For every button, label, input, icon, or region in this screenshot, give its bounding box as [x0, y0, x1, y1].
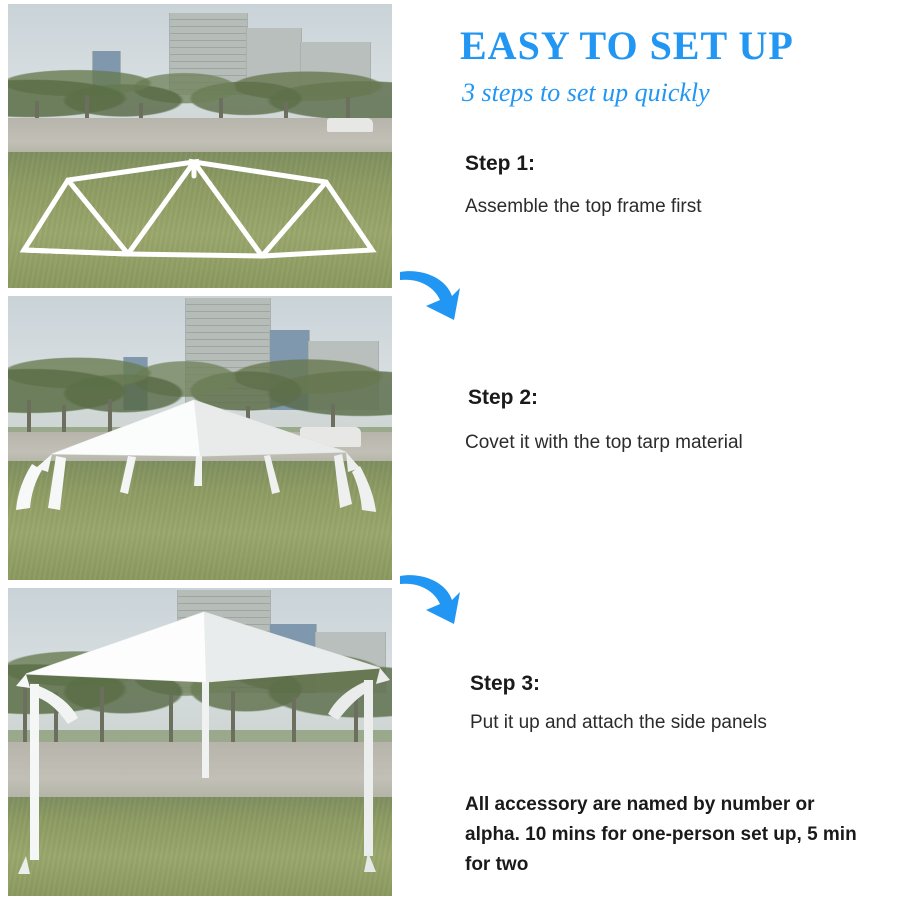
park-scene-1: [8, 4, 392, 288]
step-3-body: Put it up and attach the side panels: [470, 712, 767, 733]
text-column: [400, 0, 900, 900]
canopy-frame-illustration: [8, 4, 392, 288]
step-1-title: Step 1:: [465, 152, 536, 175]
photo-step-3: [8, 588, 392, 896]
step-3-title: Step 3:: [470, 672, 541, 695]
photo-step-1: [8, 4, 392, 288]
step-2-title: Step 2:: [468, 386, 539, 409]
park-scene-2: [8, 296, 392, 580]
park-scene-3: [8, 588, 392, 896]
step-1-body: Assemble the top frame first: [465, 196, 702, 217]
photo-column: [0, 0, 400, 900]
page-subtitle: 3 steps to set up quickly: [462, 78, 710, 107]
step-2-body: Covet it with the top tarp material: [465, 432, 743, 453]
tent-with-tarp-illustration: [8, 296, 392, 580]
footnote-text: All accessory are named by number or alpha. 10 mins for one-person set up, 5 min for two: [465, 794, 857, 875]
page-title: EASY TO SET UP: [460, 23, 794, 68]
photo-step-2: [8, 296, 392, 580]
erected-tent-illustration: [8, 588, 392, 896]
